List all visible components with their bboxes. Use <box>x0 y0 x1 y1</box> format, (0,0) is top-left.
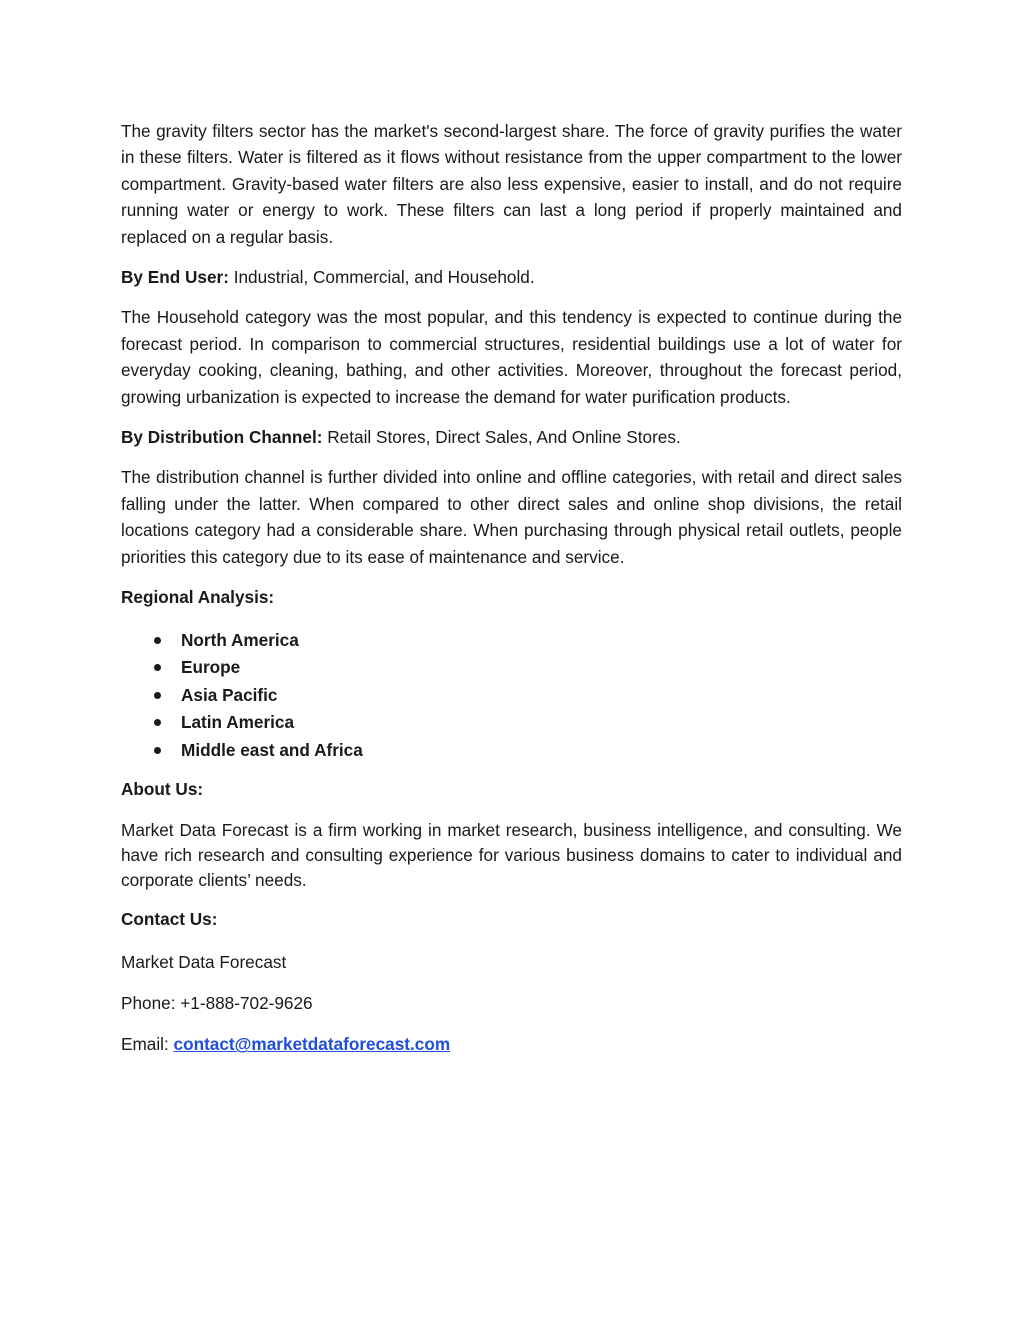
region-item <box>121 682 902 710</box>
region-item <box>121 627 902 655</box>
company-name: Market Data Forecast <box>121 951 287 972</box>
end-user-line <box>121 264 902 290</box>
region-label: Europe <box>181 657 241 677</box>
contact-heading: Contact Us: <box>121 909 218 930</box>
distribution-line <box>121 424 902 450</box>
gravity-paragraph: The gravity filters sector has the market's second-largest share. The force of gravity purifies the water in these filters. Water is filtered as it flows without resistance from the upper compartment to the lower compartment. Gravity-based water filters are also less expensive, easier to install, and do not require running water or energy to work. These filters can last a long period if properly maintained and replaced on a regular basis. <box>121 121 902 247</box>
about-paragraph: Market Data Forecast is a firm working in market research, business intelligence, and consulting. We have rich research and consulting experience for various business domains to cater to individual and corporate clients’ needs. <box>121 820 902 890</box>
distribution-label: By Distribution Channel: <box>121 427 323 448</box>
region-item <box>121 737 902 765</box>
bullet-icon <box>154 664 161 671</box>
email-link[interactable]: contact@marketdataforecast.com <box>173 1034 451 1055</box>
bullet-icon <box>154 747 161 754</box>
document-page <box>121 118 902 1073</box>
regions-list <box>121 627 902 765</box>
distribution-value: Retail Stores, Direct Sales, And Online Stores. <box>322 427 681 448</box>
regional-heading: Regional Analysis: <box>121 587 275 608</box>
region-label: Asia Pacific <box>181 684 278 705</box>
region-label: North America <box>181 629 299 650</box>
email-line <box>121 1031 902 1057</box>
phone-line: Phone: +1-888-702-9626 <box>121 993 313 1013</box>
end-user-label: By End User: <box>121 267 229 288</box>
bullet-icon <box>154 719 161 726</box>
region-label: Latin America <box>181 712 295 732</box>
bullet-icon <box>154 692 161 699</box>
about-heading: About Us: <box>121 779 204 799</box>
email-label: Email: <box>121 1034 174 1055</box>
distribution-paragraph: The distribution channel is further divided into online and offline categories, with retail and direct sales falling under the latter. When compared to other direct sales and online shop divisions, the retail locations category had a considerable share. When purchasing through physical retail outlets, people priorities this category due to its ease of maintenance and service. <box>121 467 902 567</box>
end-user-value: Industrial, Commercial, and Household. <box>228 267 535 288</box>
bullet-icon <box>154 637 161 644</box>
region-item <box>121 709 902 737</box>
region-label: Middle east and Africa <box>181 739 363 760</box>
household-paragraph: The Household category was the most popular, and this tendency is expected to continue during the forecast period. In comparison to commercial structures, residential buildings use a lot of water for everyday cooking, cleaning, bathing, and other activities. Moreover, throughout the forecast period, growing urbanization is expected to increase the demand for water purification products. <box>121 307 902 407</box>
region-item <box>121 654 902 682</box>
